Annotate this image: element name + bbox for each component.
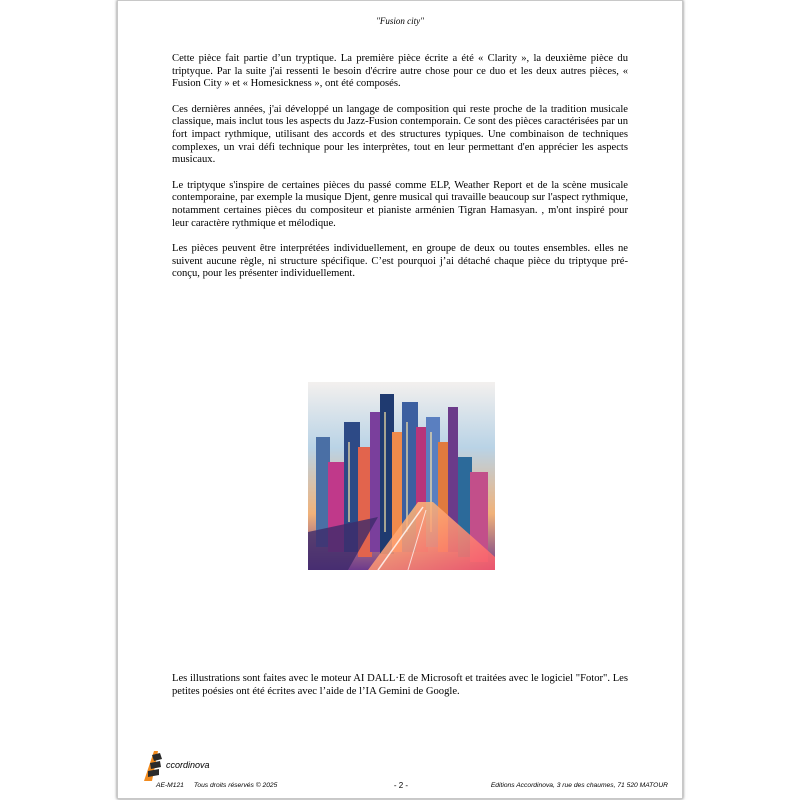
footer-rights: Tous droits réservés © 2025 — [193, 782, 278, 789]
paragraph-2: Ces dernières années, j'ai développé un langage de composition qui reste proche de la tradition musicale classique, mais inclut tous les aspects du Jazz-Fusion contemporain. Ce sont des pièces caractérisées par un fort impact rythmique, utilisant des accords et des structures typiques. Une combinaison de techniques complexes, un vrai défi technique pour les interprètes, tout en leur permettant d'en apprécier les aspects musicaux. — [172, 103, 628, 166]
credits-text: Les illustrations sont faites avec le moteur AI DALL·E de Microsoft et traitées avec le logiciel "Fotor". Les petites poésies ont été écrites avec l’aide de l’IA Gemini de Google. — [172, 673, 628, 697]
footer-code: AE-M121 — [156, 782, 184, 789]
page-header-title: "Fusion city" — [376, 16, 424, 26]
logo-text: ccordinova — [166, 760, 210, 770]
paragraph-4: Les pièces peuvent être interprétées individuellement, en groupe de deux ou toutes ensembles. elles ne suivent aucune règle, ni structure spécifique. C’est pourquoi j’ai détaché chaque pièce du triptyque pré-conçu, pour les présenter individuellement. — [172, 243, 628, 280]
accordinova-logo — [138, 747, 218, 783]
city-skyline-illustration — [308, 382, 495, 570]
footer-publisher: Editions Accordinova, 3 rue des chaumes, 71 520 MATOUR — [490, 782, 668, 789]
illustration-credits — [172, 673, 628, 699]
body-text — [172, 53, 628, 294]
page-number: - 2 - — [393, 781, 409, 790]
paragraph-3: Le triptyque s'inspire de certaines pièces du passé comme ELP, Weather Report et de la scène musicale contemporaine, par exemple la musique Djent, genre musical qui travaille beaucoup sur l'aspect rythmique, notamment certaines pièces du compositeur et pianiste arménien Tigran Hamasyan. , m'ont inspiré pour leur caractère rythmique et mélodique. — [172, 179, 628, 229]
paragraph-1: Cette pièce fait partie d’un tryptique. La première pièce écrite a été « Clarity », la deuxième pièce du triptyque. Par la suite j'ai ressenti le besoin d'écrire autre chose pour ce duo et les deux autres pièces, « Fusion City » et « Homesickness », ont été composés. — [172, 53, 628, 90]
document-page — [117, 0, 683, 799]
